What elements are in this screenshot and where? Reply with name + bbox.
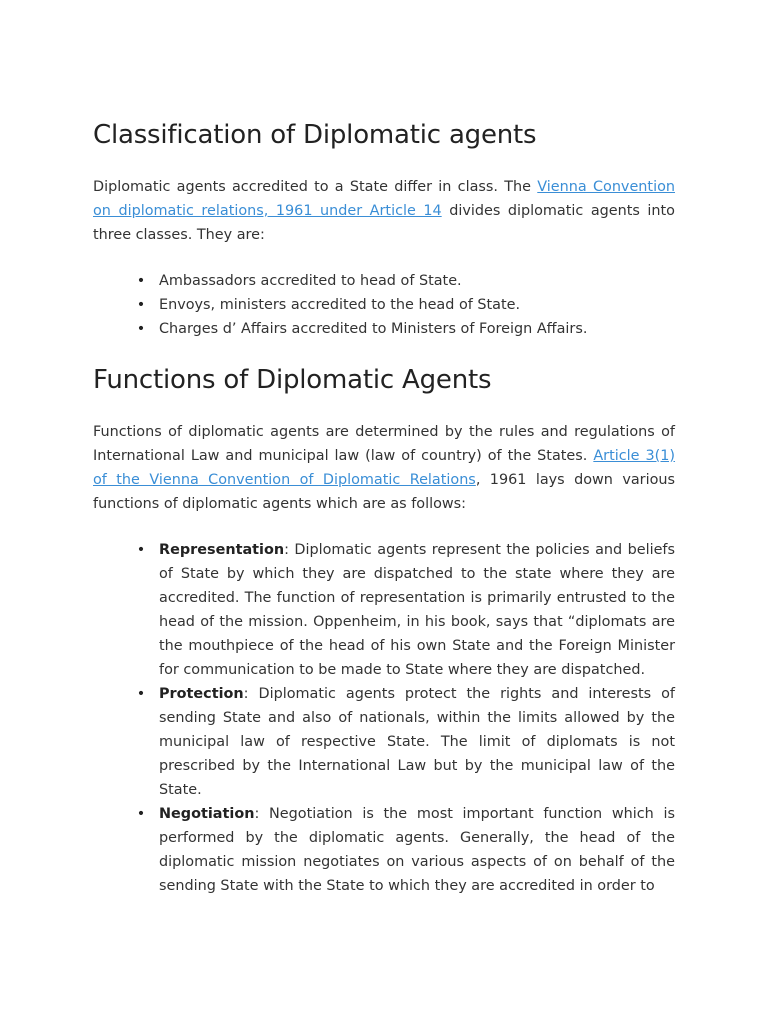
article-3-1-vienna-convention-link[interactable]: Article 3(1) of the Vienna Convention of Diplomatic Relations	[93, 448, 676, 488]
functions-intro-paragraph	[93, 420, 675, 516]
bullet-icon: •	[136, 686, 146, 702]
function-item-representation	[93, 538, 675, 682]
functions-intro-text-end: , 1961 lays down various functions of diplomatic agents which are as follows:	[93, 472, 676, 512]
classification-intro-paragraph	[93, 175, 675, 247]
function-item-negotiation	[93, 802, 675, 898]
list-item	[93, 293, 675, 317]
list-item-text: Ambassadors accredited to head of State.	[159, 273, 462, 289]
diplomatic-functions-list	[93, 538, 675, 898]
bullet-icon: •	[136, 273, 146, 289]
article-content	[93, 118, 675, 898]
function-term: Protection	[159, 686, 244, 702]
vienna-convention-article-14-link[interactable]: Vienna Convention on diplomatic relations, 1961 under Article 14	[93, 179, 675, 219]
function-description: : Diplomatic agents represent the policies and beliefs of State by which they are dispatched to the state where they are accredited. The function of representation is primarily entrusted to the head of the mission. Oppenheim, in his book, says that “diplomats are the mouthpiece of the head of his own State and the Foreign Minister for communication to be made to State where they are dispatched.	[159, 542, 675, 678]
bullet-icon: •	[136, 297, 146, 313]
list-item	[93, 317, 675, 341]
list-item-text: Envoys, ministers accredited to the head of State.	[159, 297, 521, 313]
bullet-icon: •	[136, 806, 146, 822]
bullet-icon: •	[136, 542, 146, 558]
section-heading-functions: Functions of Diplomatic Agents	[93, 365, 492, 395]
list-item	[93, 269, 675, 293]
bullet-icon: •	[136, 321, 146, 337]
function-term: Negotiation	[159, 806, 255, 822]
function-term: Representation	[159, 542, 285, 558]
diplomatic-classes-list	[93, 269, 675, 341]
classification-intro-text-end: divides diplomatic agents into three classes. They are:	[93, 203, 675, 243]
function-item-protection	[93, 682, 675, 802]
function-description: : Diplomatic agents protect the rights and interests of sending State and also of nationals, within the limits allowed by the municipal law of respective State. The limit of diplomats is not prescribed by the International Law but by the municipal law of the State.	[159, 686, 675, 798]
function-description: : Negotiation is the most important function which is performed by the diplomatic agents. Generally, the head of the diplomatic mission negotiates on various aspects of on behalf of the sending State with the State to which they are accredited in order to	[159, 806, 675, 894]
functions-intro-text: Functions of diplomatic agents are determined by the rules and regulations of International Law and municipal law (law of country) of the States.	[93, 424, 675, 464]
section-heading-classification: Classification of Diplomatic agents	[93, 120, 537, 150]
list-item-text: Charges d’ Affairs accredited to Ministers of Foreign Affairs.	[159, 321, 588, 337]
classification-intro-text: Diplomatic agents accredited to a State differ in class. The	[93, 179, 538, 195]
